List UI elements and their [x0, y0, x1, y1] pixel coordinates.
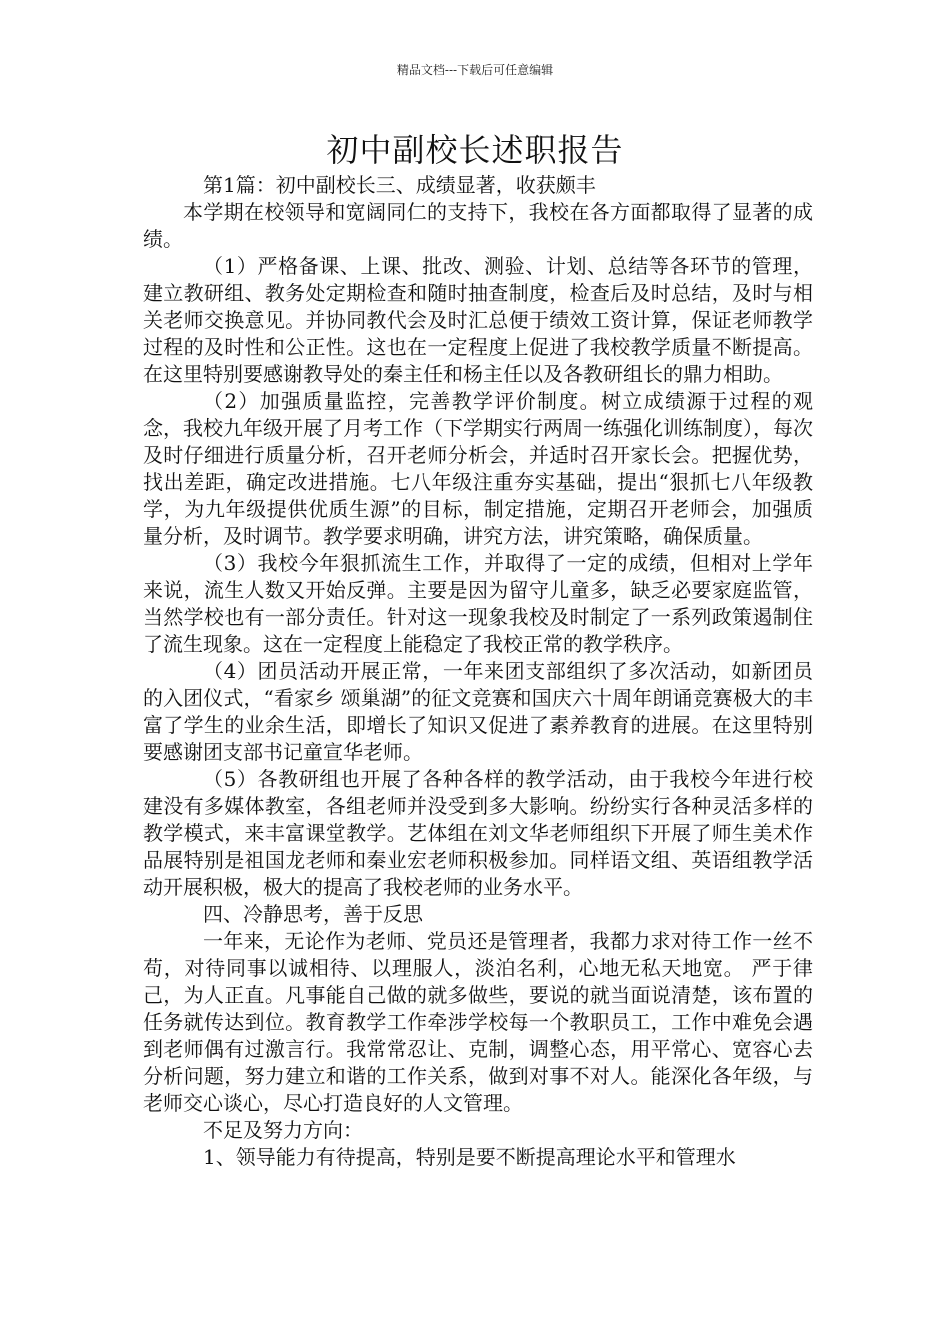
section-heading: 不足及努力方向：	[203, 1118, 363, 1142]
document-body	[143, 172, 813, 1171]
paragraph: （2）加强质量监控，完善教学评价制度。树立成绩源于过程的观念，我校九年级开展了月考工作（下学期实行两周一练强化训练制度），每次及时仔细进行质量分析，召开老师分析会，并适时召开家长会。把握优势，找出差距，确定改进措施。七八年级注重夯实基础，提出“狠抓七八年级教学，为九年级提供优质生源”的目标，制定措施，定期召开老师会，加强质量分析，及时调节。教学要求明确，讲究方法，讲究策略，确保质量。	[143, 389, 813, 548]
paragraph: （5）各教研组也开展了各种各样的教学活动，由于我校今年进行校建没有多媒体教室，各组老师并没受到多大影响。纷纷实行各种灵活多样的教学模式，来丰富课堂教学。艺体组在刘文华老师组织下开展了师生美术作品展特别是祖国龙老师和秦业宏老师积极参加。同样语文组、英语组教学活动开展积极，极大的提高了我校老师的业务水平。	[143, 767, 813, 899]
paragraph: 1、领导能力有待提高，特别是要不断提高理论水平和管理水	[203, 1145, 736, 1169]
paragraph: （4）团员活动开展正常，一年来团支部组织了多次活动，如新团员的入团仪式，“看家乡 颂巢湖”的征文竞赛和国庆六十周年朗诵竞赛极大的丰富了学生的业余生活，即增长了知识又促进了素养教育的进展。在这里特别要感谢团支部书记童宣华老师。	[143, 659, 813, 764]
document-title: 初中副校长述职报告	[326, 131, 624, 169]
paragraph: （3）我校今年狠抓流生工作，并取得了一定的成绩，但相对上学年来说，流生人数又开始反弹。主要是因为留守儿童多，缺乏必要家庭监管，当然学校也有一部分责任。针对这一现象我校及时制定了一系列政策遏制住了流生现象。这在一定程度上能稳定了我校正常的教学秩序。	[143, 551, 813, 656]
section-heading: 第1篇：初中副校长三、成绩显著，收获颇丰	[203, 173, 596, 197]
paragraph: 本学期在校领导和宽阔同仁的支持下，我校在各方面都取得了显著的成绩。	[143, 200, 813, 251]
paragraph: （1）严格备课、上课、批改、测验、计划、总结等各环节的管理，建立教研组、教务处定期检查和随时抽查制度，检查后及时总结，及时与相关老师交换意见。并协同教代会及时汇总便于绩效工资计算，保证老师教学过程的及时性和公正性。这也在一定程度上促进了我校教学质量不断提高。在这里特别要感谢教导处的秦主任和杨主任以及各教研组长的鼎力相助。	[143, 254, 813, 386]
section-heading: 四、冷静思考，善于反思	[203, 902, 423, 926]
page-header: 精品文档---下载后可任意编辑	[396, 63, 554, 77]
paragraph: 一年来，无论作为老师、党员还是管理者，我都力求对待工作一丝不苟，对待同事以诚相待、以理服人，淡泊名利，心地无私天地宽。 严于律己，为人正直。凡事能自己做的就多做些，要说的就当面说清楚，该布置的任务就传达到位。教育教学工作牵涉学校每一个教职员工，工作中难免会遇到老师偶有过激言行。我常常忍让、克制，调整心态，用平常心、宽容心去分析问题，努力建立和谐的工作关系，做到对事不对人。能深化各年级，与老师交心谈心，尽心打造良好的人文管理。	[143, 929, 813, 1115]
